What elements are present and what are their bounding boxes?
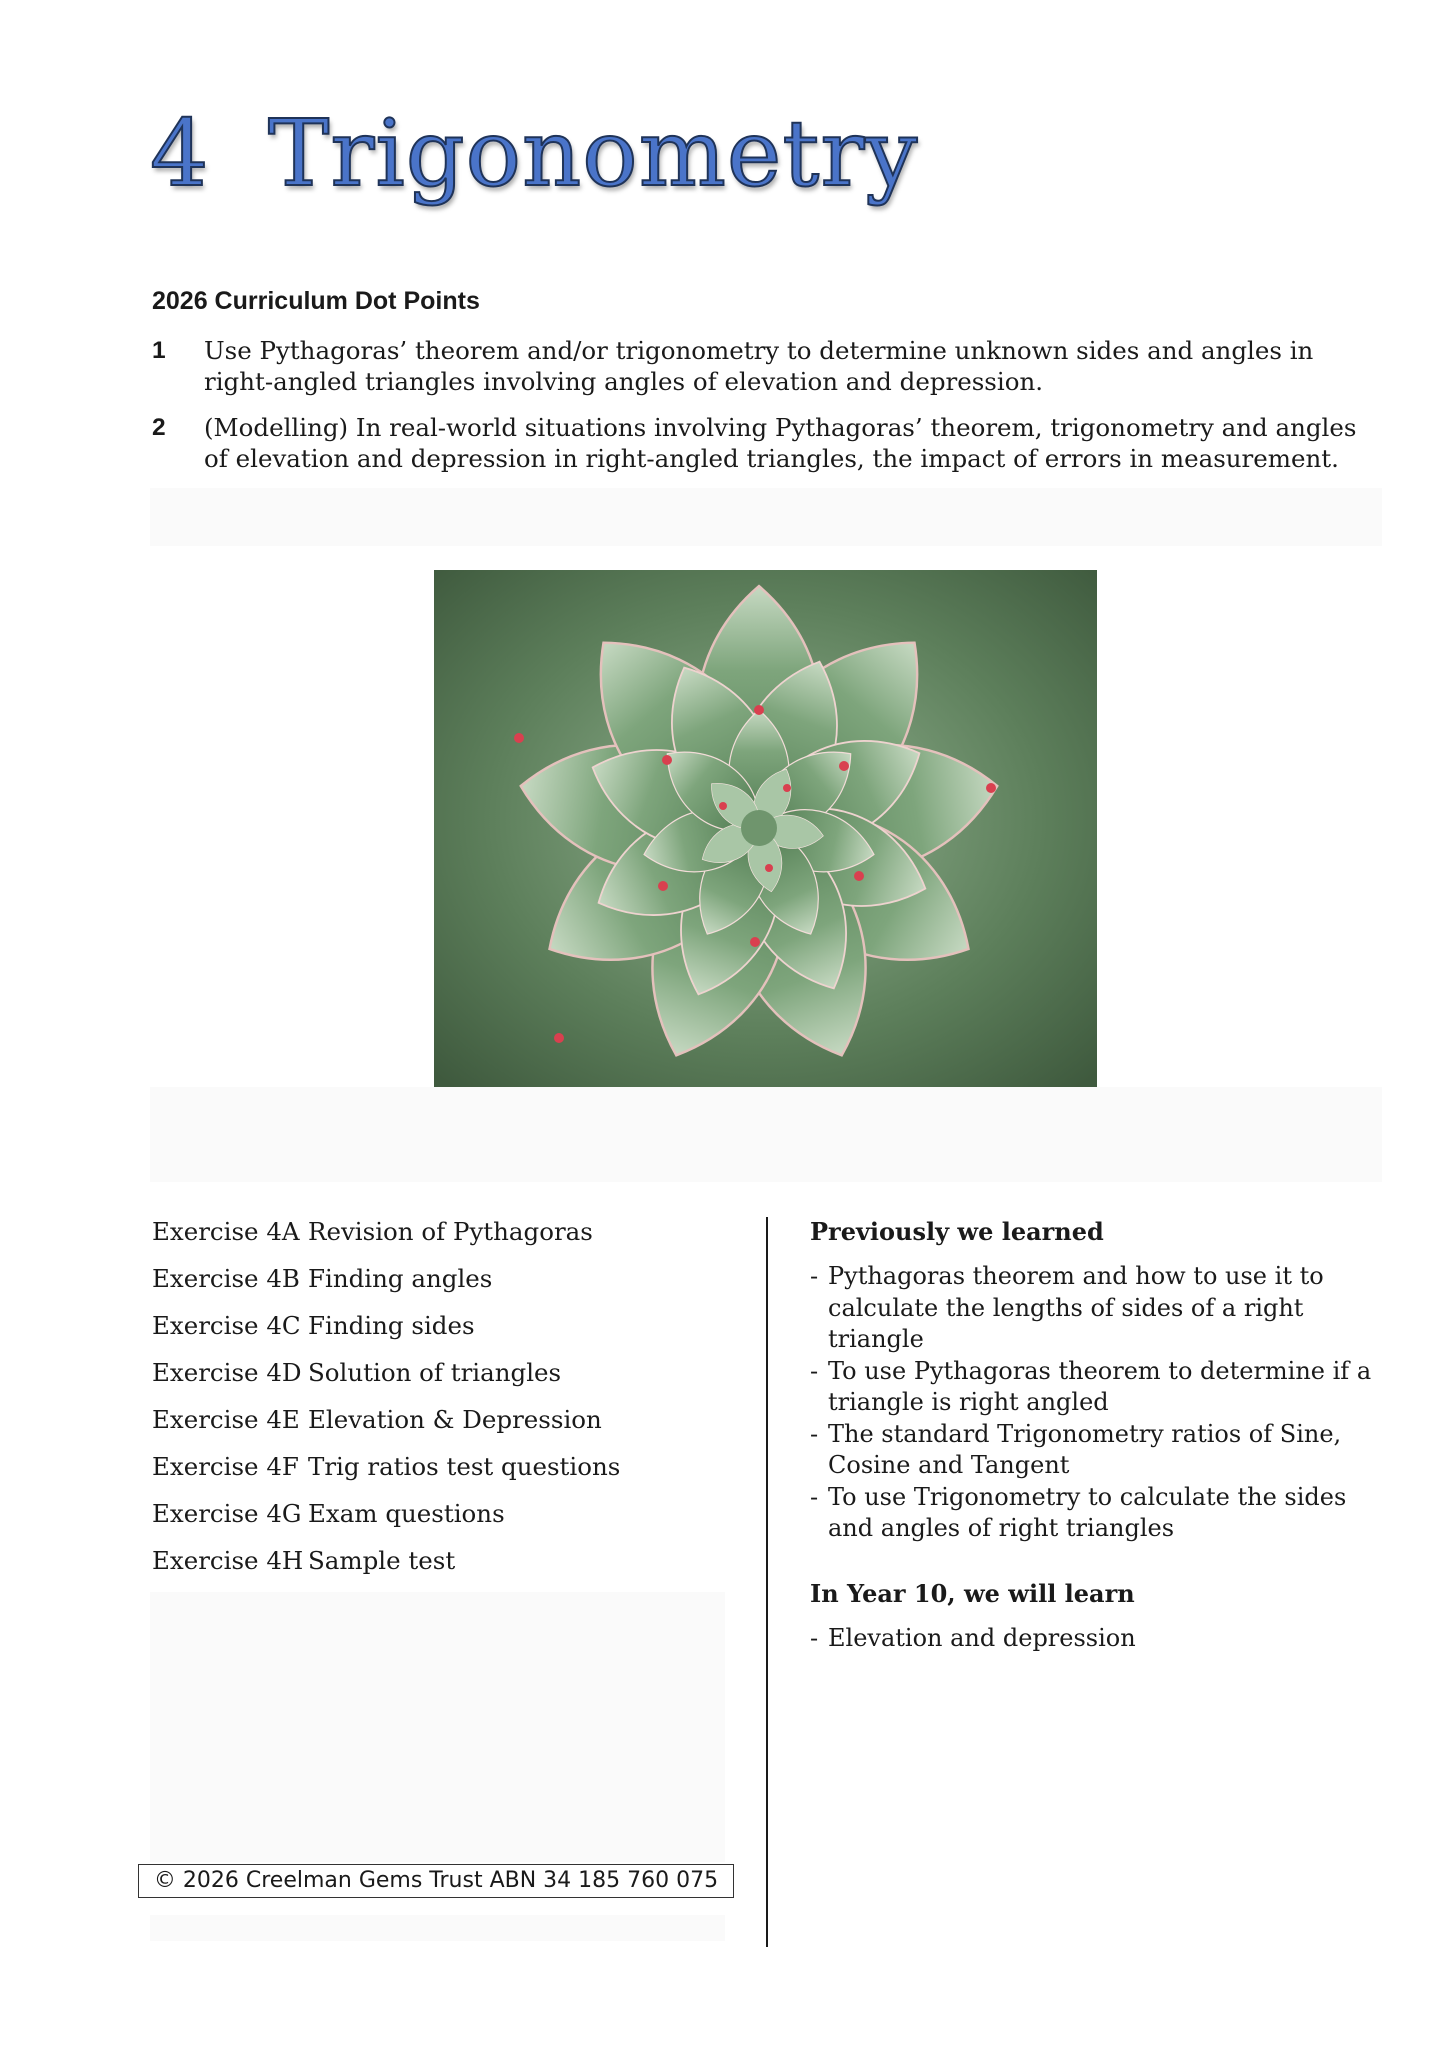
chapter-number: 4	[150, 100, 210, 207]
curriculum-point-number: 2	[152, 414, 166, 441]
year10-list	[810, 1623, 1385, 1655]
curriculum-point	[152, 335, 1382, 397]
exercise-code: Exercise 4A	[152, 1217, 300, 1246]
succulent-photo-svg	[434, 570, 1097, 1089]
shaded-band	[150, 1087, 1382, 1182]
exercise-item[interactable]	[152, 1217, 620, 1264]
exercise-item[interactable]	[152, 1452, 620, 1499]
curriculum-point-number: 1	[152, 337, 166, 364]
succulent-rosette-photo	[434, 570, 1097, 1089]
shaded-band	[150, 488, 1382, 546]
exercise-title: Sample test	[308, 1546, 456, 1575]
exercise-code: Exercise 4F	[152, 1452, 299, 1481]
exercise-code: Exercise 4H	[152, 1546, 304, 1575]
exercise-title: Exam questions	[308, 1499, 505, 1528]
column-divider	[766, 1217, 768, 1947]
exercise-item[interactable]	[152, 1264, 620, 1311]
curriculum-point-text: (Modelling) In real-world situations involving Pythagoras’ theorem, trigonometry and angles of elevation and depression in right-angled triangles, the impact of errors in measurement.	[204, 413, 1357, 473]
previously-list	[810, 1261, 1385, 1545]
curriculum-point-text: Use Pythagoras’ theorem and/or trigonometry to determine unknown sides and angles in right-angled triangles involving angles of elevation and depression.	[204, 336, 1314, 396]
exercise-title: Finding sides	[308, 1311, 475, 1340]
exercise-item[interactable]	[152, 1405, 620, 1452]
exercise-item[interactable]	[152, 1311, 620, 1358]
exercise-code: Exercise 4E	[152, 1405, 300, 1434]
shaded-band	[150, 1915, 725, 1941]
previously-item: - Pythagoras theorem and how to use it to calculate the lengths of sides of a right triangle	[810, 1261, 1385, 1356]
exercise-title: Trig ratios test questions	[308, 1452, 621, 1481]
exercise-item[interactable]	[152, 1358, 620, 1405]
exercise-item[interactable]	[152, 1499, 620, 1546]
exercise-title: Revision of Pythagoras	[308, 1217, 593, 1246]
previously-item: - To use Pythagoras theorem to determine if a triangle is right angled	[810, 1356, 1385, 1419]
curriculum-heading: 2026 Curriculum Dot Points	[152, 287, 480, 315]
exercise-code: Exercise 4B	[152, 1264, 300, 1293]
chapter-title	[150, 100, 919, 207]
learning-summary	[810, 1217, 1385, 1654]
exercise-code: Exercise 4D	[152, 1358, 302, 1387]
year10-heading: In Year 10, we will learn	[810, 1578, 1135, 1608]
previously-heading: Previously we learned	[810, 1217, 1104, 1246]
exercise-title: Solution of triangles	[308, 1358, 562, 1387]
previously-item: - To use Trigonometry to calculate the sides and angles of right triangles	[810, 1482, 1385, 1545]
exercise-title: Elevation & Depression	[308, 1405, 602, 1434]
previously-item: - The standard Trigonometry ratios of Sine, Cosine and Tangent	[810, 1419, 1385, 1482]
exercise-code: Exercise 4C	[152, 1311, 301, 1340]
chapter-title-text: Trigonometry	[268, 100, 919, 207]
exercise-list	[152, 1217, 620, 1593]
exercise-item[interactable]	[152, 1546, 620, 1593]
shaded-band	[150, 1592, 725, 1862]
exercise-code: Exercise 4G	[152, 1499, 302, 1528]
exercise-title: Finding angles	[308, 1264, 493, 1293]
copyright-notice: © 2026 Creelman Gems Trust ABN 34 185 760 075	[138, 1864, 734, 1898]
curriculum-point	[152, 412, 1382, 474]
year10-item: - Elevation and depression	[810, 1623, 1385, 1655]
